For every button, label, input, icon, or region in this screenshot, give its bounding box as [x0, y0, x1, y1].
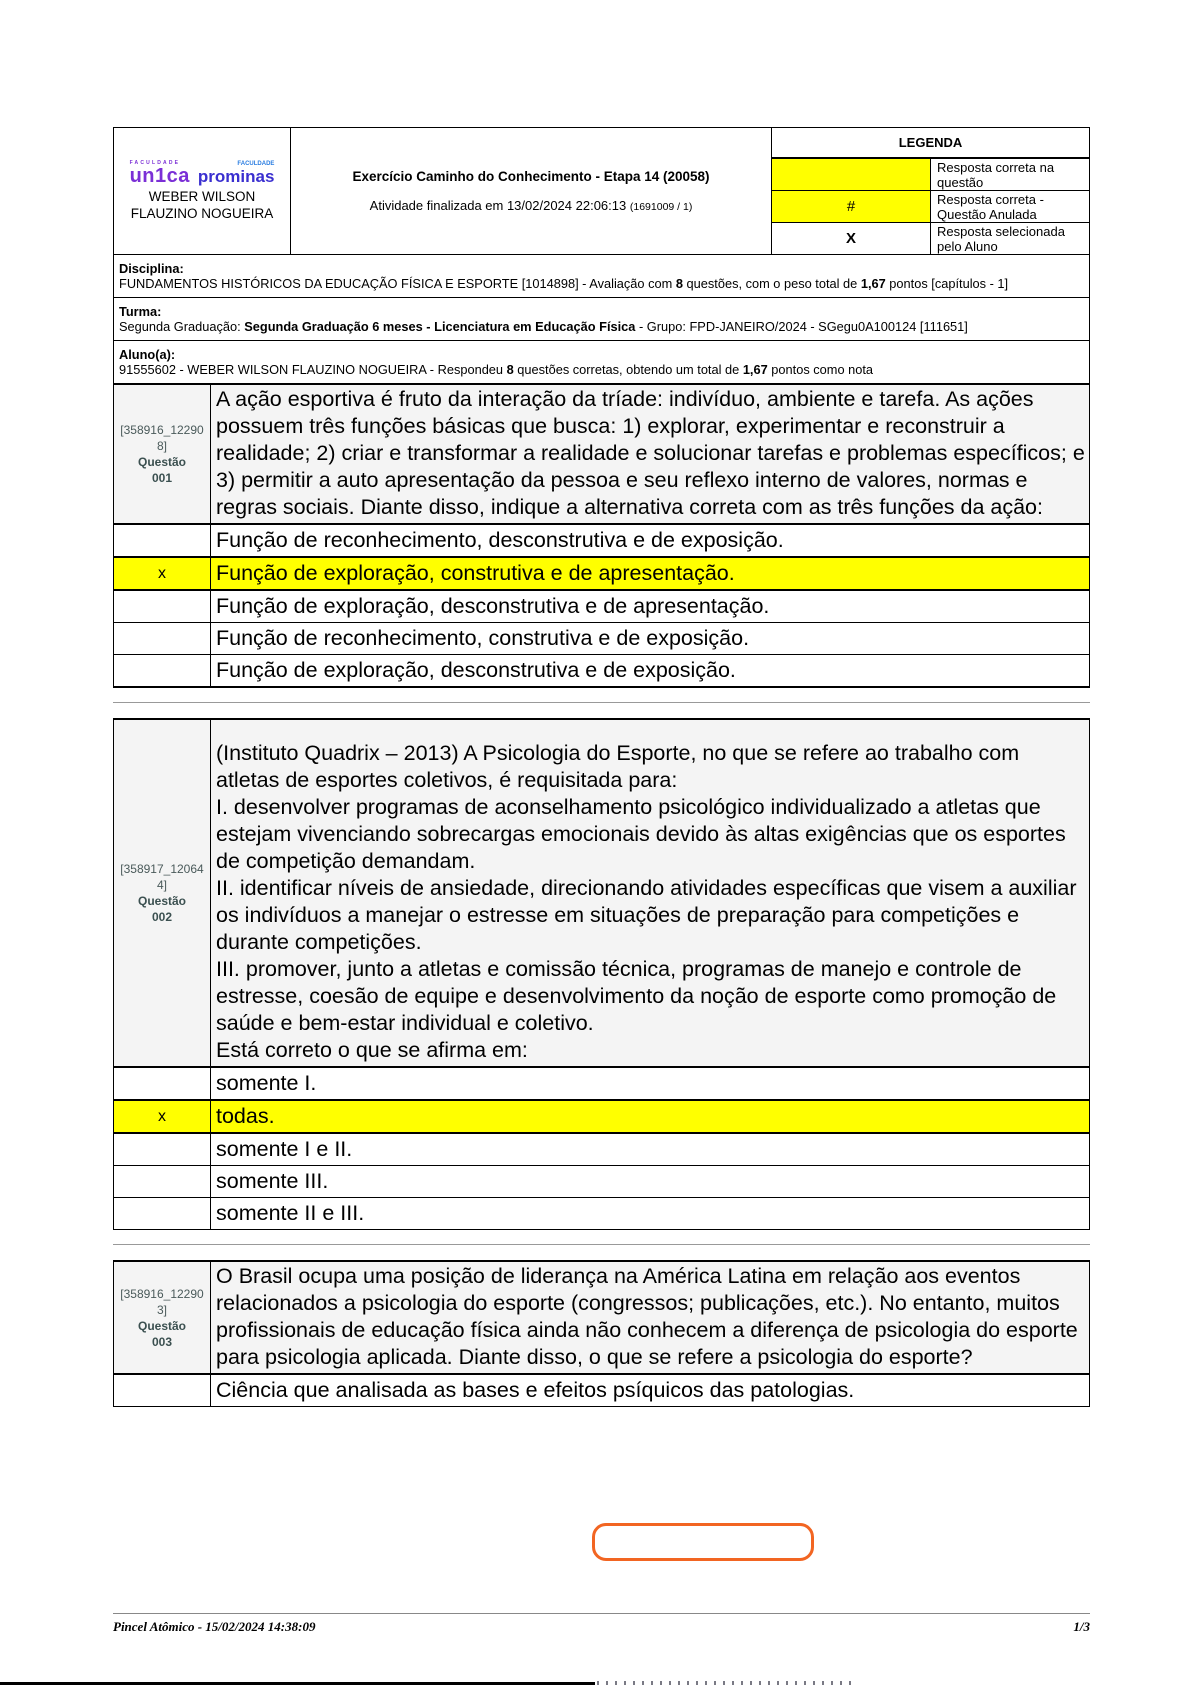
option-mark — [114, 1374, 211, 1407]
option-text[interactable]: somente II e III. — [211, 1198, 1090, 1230]
option-text[interactable]: Função de reconhecimento, construtiva e de exposição. — [211, 623, 1090, 655]
prominas-logo — [198, 161, 275, 186]
legend-key-correct — [772, 158, 931, 191]
question-label: Questão — [137, 455, 186, 469]
question-intro: (Instituto Quadrix – 2013) A Psicologia do Esporte, no que se refere ao trabalho com atletas de esportes coletivos, é requisitada para: — [216, 741, 1020, 792]
legend-label: Resposta correta - Questão Anulada — [931, 191, 1090, 223]
turma-group: - Grupo: FPD-JANEIRO/2024 - SGegu0A100124 [111651] — [635, 319, 968, 334]
option-mark — [114, 1133, 211, 1166]
exercise-title: Exercício Caminho do Conhecimento - Etapa 14 (20058) — [352, 169, 710, 184]
option-text[interactable]: todas. — [211, 1100, 1090, 1133]
option-mark-selected: x — [114, 557, 211, 590]
option-row[interactable] — [114, 524, 1090, 557]
header-table — [113, 127, 1090, 255]
question-label: Questão — [137, 894, 186, 908]
disciplina-name: FUNDAMENTOS HISTÓRICOS DA EDUCAÇÃO FÍSICA E ESPORTE [1014898] - Avaliação com — [119, 276, 676, 291]
option-mark — [114, 590, 211, 623]
question-text — [211, 719, 1090, 1067]
finished-code: (1691009 / 1) — [629, 201, 693, 213]
aluno-text-end: pontos como nota — [767, 362, 874, 377]
footer-timestamp: Pincel Atômico - 15/02/2024 14:38:09 — [113, 1619, 316, 1634]
question-id: [358916_122908] — [120, 423, 204, 453]
question-id-cell — [114, 384, 211, 524]
option-row[interactable] — [114, 623, 1090, 655]
option-mark — [114, 1067, 211, 1100]
question-separator — [113, 1244, 1090, 1245]
option-row-selected[interactable] — [114, 557, 1090, 590]
question-number: 003 — [151, 1334, 173, 1349]
question-text: O Brasil ocupa uma posição de liderança na América Latina em relação aos eventos relacionados a psicologia do esporte (congressos; publicações, etc.). No entanto, muitos profissionais de educação física ainda não conhecem a diferença de psicologia do esporte para psicologia aplicada. Diante disso, o que se refere a psicologia do esporte? — [211, 1261, 1090, 1374]
option-row[interactable] — [114, 1133, 1090, 1166]
option-mark — [114, 524, 211, 557]
option-text[interactable]: Função de exploração, construtiva e de apresentação. — [211, 557, 1090, 590]
legend-label: Resposta correta na questão — [931, 158, 1090, 191]
turma-prefix: Segunda Graduação: — [119, 319, 245, 334]
total-weight: 1,67 — [860, 276, 886, 291]
legend-label: Resposta selecionada pelo Aluno — [937, 223, 1065, 254]
option-text[interactable]: Ciência que analisada as bases e efeitos psíquicos das patologias. — [211, 1374, 1090, 1407]
legend-title: LEGENDA — [772, 128, 1089, 158]
question-id-cell — [114, 1261, 211, 1374]
highlight-box — [592, 1523, 814, 1561]
option-text[interactable]: somente I e II. — [211, 1133, 1090, 1166]
score: 1,67 — [742, 362, 768, 377]
prominas-logo-caption: FACULDADE — [237, 161, 275, 167]
disciplina-text-end: pontos [capítulos - 1] — [885, 276, 1009, 291]
question-separator — [113, 702, 1090, 703]
question-number: 002 — [151, 910, 173, 924]
aluno-info: 91555602 - WEBER WILSON FLAUZINO NOGUEIRA - Respondeu — [119, 362, 507, 377]
question-text: A ação esportiva é fruto da interação da tríade: indivíduo, ambiente e tarefa. As ações possuem três funções básicas que busca: 1) explorar, experimentar e reconstruir a realidade; 2) criar e transformar a realidade e solucionar tarefas e problemas específicos; e 3) permitir a auto apresentação da pessoa e seu reflexo interno de valores, normas e regras sociais. Diante disso, indique a alternativa correta com as três funções da ação: — [211, 384, 1090, 524]
statement-iii: III. promover, junto a atletas e comissão técnica, programas de manejo e controle de estresse, coesão de equipe e desenvolvimento da noção de esporte como promoção de saúde e bem-estar individual e coletivo. — [216, 957, 1057, 1035]
option-row-selected[interactable] — [114, 1100, 1090, 1133]
statement-i: I. desenvolver programas de aconselhamento psicológico individualizado a atletas que estejam vivenciando sobrecargas emocionais devido às altas exigências que os esportes de competição demandam. — [216, 795, 1066, 873]
document-page — [113, 127, 1090, 1432]
turma-section — [114, 298, 1090, 341]
option-text[interactable]: Função de exploração, desconstrutiva e de exposição. — [211, 655, 1090, 688]
disciplina-text: questões, com o peso total de — [682, 276, 861, 291]
option-row[interactable] — [114, 1374, 1090, 1407]
option-row[interactable] — [114, 655, 1090, 688]
option-text[interactable]: somente III. — [211, 1166, 1090, 1198]
option-text[interactable]: Função de reconhecimento, desconstrutiva e de exposição. — [211, 524, 1090, 557]
option-mark — [114, 655, 211, 688]
option-row[interactable] — [114, 1198, 1090, 1230]
legend-item — [772, 223, 1089, 255]
title-cell — [291, 128, 772, 255]
logo-cell — [114, 128, 291, 255]
question-003-clip — [113, 1260, 1090, 1432]
page-number: 1/3 — [1073, 1619, 1090, 1634]
option-mark — [114, 1198, 211, 1230]
statement-ii: II. identificar níveis de ansiedade, direcionando atividades específicas que visem a auxiliar os indivíduos a manejar o estresse em situações de preparação para competições e durante competições. — [216, 876, 1077, 954]
aluno-text: questões corretas, obtendo um total de — [513, 362, 743, 377]
legend-table — [772, 128, 1089, 254]
institution-logos — [114, 160, 290, 186]
unica-logo-caption: FACULDADE — [129, 160, 181, 166]
question-label: Questão — [137, 1318, 186, 1333]
finished-date: Atividade finalizada em 13/02/2024 22:06:13 — [369, 198, 627, 213]
student-name: WEBER WILSON FLAUZINO NOGUEIRA — [130, 189, 274, 221]
option-mark — [114, 1166, 211, 1198]
correct-count: 8 — [506, 362, 514, 377]
question-id-cell — [114, 719, 211, 1067]
question-prompt: Está correto o que se afirma em: — [216, 1038, 528, 1062]
option-row[interactable] — [114, 590, 1090, 623]
questions-count: 8 — [675, 276, 683, 291]
prominas-logo-text: prominas — [197, 167, 275, 186]
disciplina-section — [114, 255, 1090, 298]
unica-logo — [130, 160, 190, 186]
page-bottom-artifact — [597, 1681, 857, 1685]
legend — [772, 128, 1090, 255]
option-row[interactable] — [114, 1166, 1090, 1198]
turma-label: Turma: — [119, 304, 162, 319]
aluno-section — [114, 341, 1090, 384]
aluno-label: Aluno(a): — [119, 347, 176, 362]
question-003 — [113, 1260, 1090, 1407]
legend-key-selected: X — [772, 223, 931, 255]
unica-logo-text: un1ca — [129, 165, 190, 187]
question-002 — [113, 718, 1090, 1230]
question-id: [358916_122903] — [120, 1286, 204, 1317]
question-001 — [113, 383, 1090, 688]
option-text[interactable]: somente I. — [211, 1067, 1090, 1100]
option-text[interactable]: Função de exploração, desconstrutiva e de apresentação. — [211, 590, 1090, 623]
option-mark-selected: x — [114, 1100, 211, 1133]
legend-key-annulled: # — [772, 191, 931, 223]
footer-divider — [113, 1613, 1090, 1614]
question-number: 001 — [151, 471, 173, 485]
disciplina-label: Disciplina: — [119, 261, 184, 276]
finished-info — [291, 198, 771, 213]
turma-course: Segunda Graduação 6 meses - Licenciatura em Educação Física — [244, 319, 636, 334]
legend-item — [772, 158, 1089, 191]
question-id: [358917_120644] — [120, 862, 204, 892]
option-mark — [114, 623, 211, 655]
legend-item — [772, 191, 1089, 223]
option-row[interactable] — [114, 1067, 1090, 1100]
info-table — [113, 254, 1090, 384]
